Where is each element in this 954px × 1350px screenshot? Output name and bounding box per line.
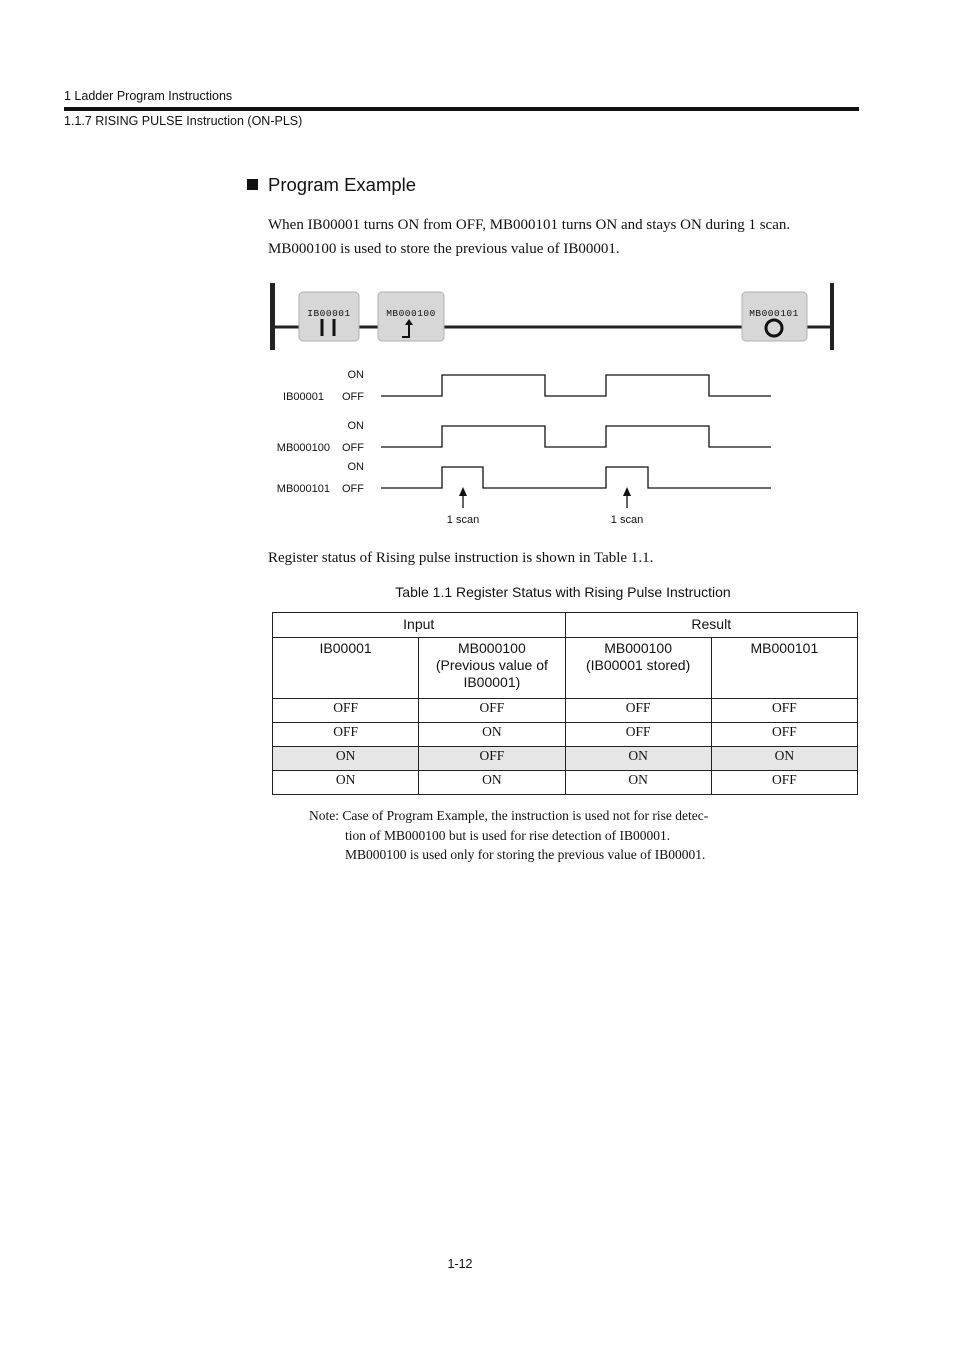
table-cell: ON <box>565 771 711 795</box>
table-cell: OFF <box>273 699 419 723</box>
coil-circle-icon <box>766 320 782 336</box>
table-column-header-row <box>273 638 858 699</box>
col-header-mb000100-previous <box>419 638 565 699</box>
signal-name-label: MB000101 <box>276 483 330 495</box>
section-title <box>247 174 416 196</box>
section-title-text: Program Example <box>268 174 417 195</box>
scan-label: 1 scan <box>610 514 644 526</box>
table-cell: OFF <box>711 699 857 723</box>
table-note <box>309 806 749 865</box>
on-level-label: ON <box>347 420 364 432</box>
note-line: tion of MB000100 but is used for rise detection of IB00001. <box>345 827 671 843</box>
header-rule <box>64 107 859 111</box>
col-header-line: MB000101 <box>750 640 819 656</box>
page-number: 1-12 <box>447 1257 473 1271</box>
nc-contact-element <box>299 292 359 341</box>
col-header-mb000100-stored <box>565 638 711 699</box>
table-cell: ON <box>419 723 565 747</box>
table-cell: ON <box>565 747 711 771</box>
table-row-highlighted <box>273 747 858 771</box>
register-status-table <box>272 612 858 795</box>
coil-element <box>742 292 807 341</box>
right-power-rail <box>830 283 834 350</box>
left-power-rail <box>270 283 275 350</box>
rising-pulse-element <box>378 292 444 341</box>
table-row <box>273 771 858 795</box>
off-level-label: OFF <box>342 442 364 454</box>
on-level-label: ON <box>347 461 364 473</box>
scan-label: 1 scan <box>446 514 480 526</box>
off-level-label: OFF <box>342 391 364 403</box>
coil-label: MB000101 <box>749 308 799 319</box>
col-header-line: IB00001 <box>319 640 372 656</box>
table-cell: OFF <box>565 699 711 723</box>
table-cell: ON <box>711 747 857 771</box>
table-cell: OFF <box>711 723 857 747</box>
table-cell: OFF <box>273 723 419 747</box>
table-cell: OFF <box>711 771 857 795</box>
off-level-label: OFF <box>342 483 364 495</box>
table-intro: Register status of Rising pulse instruction is shown in Table 1.1. <box>268 550 654 566</box>
up-arrow-icon <box>623 487 631 496</box>
col-header-mb000101 <box>711 638 857 699</box>
col-header-line: MB000100 <box>604 640 672 656</box>
signal-name-label: MB000100 <box>276 442 330 454</box>
waveform-mb000101 <box>381 467 771 488</box>
note-line: Note: Case of Program Example, the instruction is used not for rise detec- <box>309 808 709 823</box>
on-level-label: ON <box>347 369 364 381</box>
intro-paragraph <box>268 213 790 261</box>
col-header-line: (Previous value of <box>435 657 548 673</box>
col-header-line: (IB00001 stored) <box>585 657 691 673</box>
note-line: MB000100 is used only for storing the previous value of IB00001. <box>345 847 706 862</box>
running-header-section: 1.1.7 RISING PULSE Instruction (ON-PLS) <box>64 114 303 128</box>
table-cell: ON <box>273 771 419 795</box>
running-header-chapter: 1 Ladder Program Instructions <box>64 89 233 103</box>
ladder-timing-diagram <box>262 278 842 533</box>
contact-label: IB00001 <box>307 308 351 319</box>
waveform-ib00001 <box>381 375 771 396</box>
timing-chart <box>277 369 771 526</box>
table-row <box>273 723 858 747</box>
table-cell: OFF <box>419 747 565 771</box>
group-header-input: Input <box>273 613 566 638</box>
table-group-header-row <box>273 613 858 638</box>
up-arrow-icon <box>459 487 467 496</box>
pulse-label: MB000100 <box>386 308 436 319</box>
table-caption: Table 1.1 Register Status with Rising Pulse Instruction <box>395 584 731 600</box>
intro-line: When IB00001 turns ON from OFF, MB000101 turns ON and stays ON during 1 scan. <box>268 217 791 233</box>
group-header-result: Result <box>565 613 858 638</box>
table-cell: OFF <box>419 699 565 723</box>
col-header-line: MB000100 <box>458 640 526 656</box>
col-header-line: IB00001) <box>463 674 521 690</box>
table-cell: OFF <box>565 723 711 747</box>
square-bullet-icon <box>247 179 258 190</box>
waveform-mb000100 <box>381 426 771 447</box>
table-cell: ON <box>273 747 419 771</box>
table-row <box>273 699 858 723</box>
signal-name-label: IB00001 <box>283 391 324 403</box>
table-cell: ON <box>419 771 565 795</box>
intro-line: MB000100 is used to store the previous value of IB00001. <box>268 241 620 257</box>
col-header-ib00001 <box>273 638 419 699</box>
